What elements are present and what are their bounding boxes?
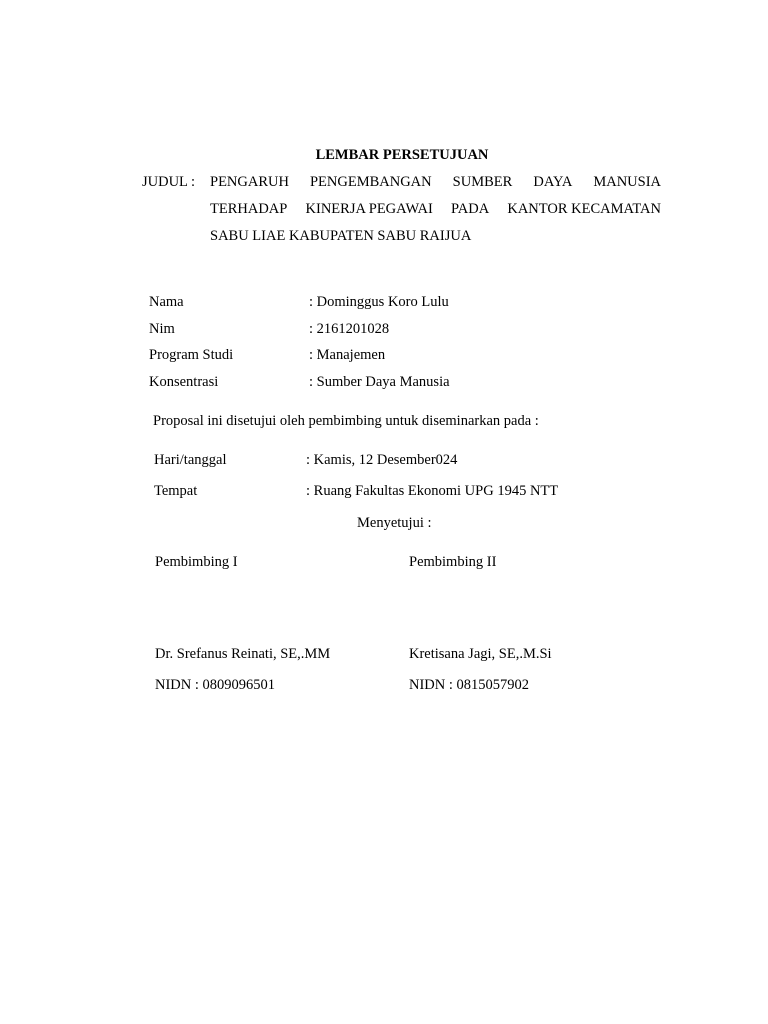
judul-word: PENGARUH: [210, 174, 289, 190]
judul-word: KINERJA PEGAWAI: [305, 201, 433, 217]
judul-word: PADA: [451, 201, 490, 217]
judul-word: TERHADAP: [210, 201, 288, 217]
document-title: LEMBAR PERSETUJUAN: [315, 147, 489, 163]
schedule-value-date: : Kamis, 12 Desember024: [306, 452, 458, 468]
info-value-nim: : 2161201028: [309, 321, 390, 337]
approval-heading: Menyetujui :: [357, 515, 432, 531]
info-value-konsentrasi: : Sumber Daya Manusia: [309, 374, 450, 390]
supervisor-2-name: Kretisana Jagi, SE,.M.Si: [409, 646, 552, 662]
judul-line-3: SABU LIAE KABUPATEN SABU RAIJUA: [210, 228, 472, 244]
judul-word: MANUSIA: [593, 174, 661, 190]
supervisor-1-role: Pembimbing I: [155, 554, 238, 570]
judul-label: JUDUL :: [142, 174, 196, 190]
judul-line-2: [210, 202, 661, 217]
judul-word: PENGEMBANGAN: [309, 174, 432, 190]
info-label-nama: Nama: [149, 294, 184, 310]
judul-line-1: [210, 175, 661, 190]
schedule-label-place: Tempat: [154, 483, 198, 499]
info-label-program-studi: Program Studi: [149, 347, 234, 363]
schedule-value-place: : Ruang Fakultas Ekonomi UPG 1945 NTT: [306, 483, 559, 499]
schedule-label-date: Hari/tanggal: [154, 452, 227, 468]
info-label-nim: Nim: [149, 321, 175, 337]
supervisor-1-name: Dr. Srefanus Reinati, SE,.MM: [155, 646, 331, 662]
supervisor-2-nidn: NIDN : 0815057902: [409, 677, 530, 693]
judul-word: KANTOR KECAMATAN: [507, 201, 661, 217]
supervisor-1-nidn: NIDN : 0809096501: [155, 677, 276, 693]
judul-word: DAYA: [533, 174, 573, 190]
supervisor-2-role: Pembimbing II: [409, 554, 497, 570]
info-value-nama: : Dominggus Koro Lulu: [309, 294, 449, 310]
judul-word: SUMBER: [452, 174, 513, 190]
info-label-konsentrasi: Konsentrasi: [149, 374, 219, 390]
info-value-program-studi: : Manajemen: [309, 347, 386, 363]
approval-text: Proposal ini disetujui oleh pembimbing untuk diseminarkan pada :: [153, 413, 539, 429]
